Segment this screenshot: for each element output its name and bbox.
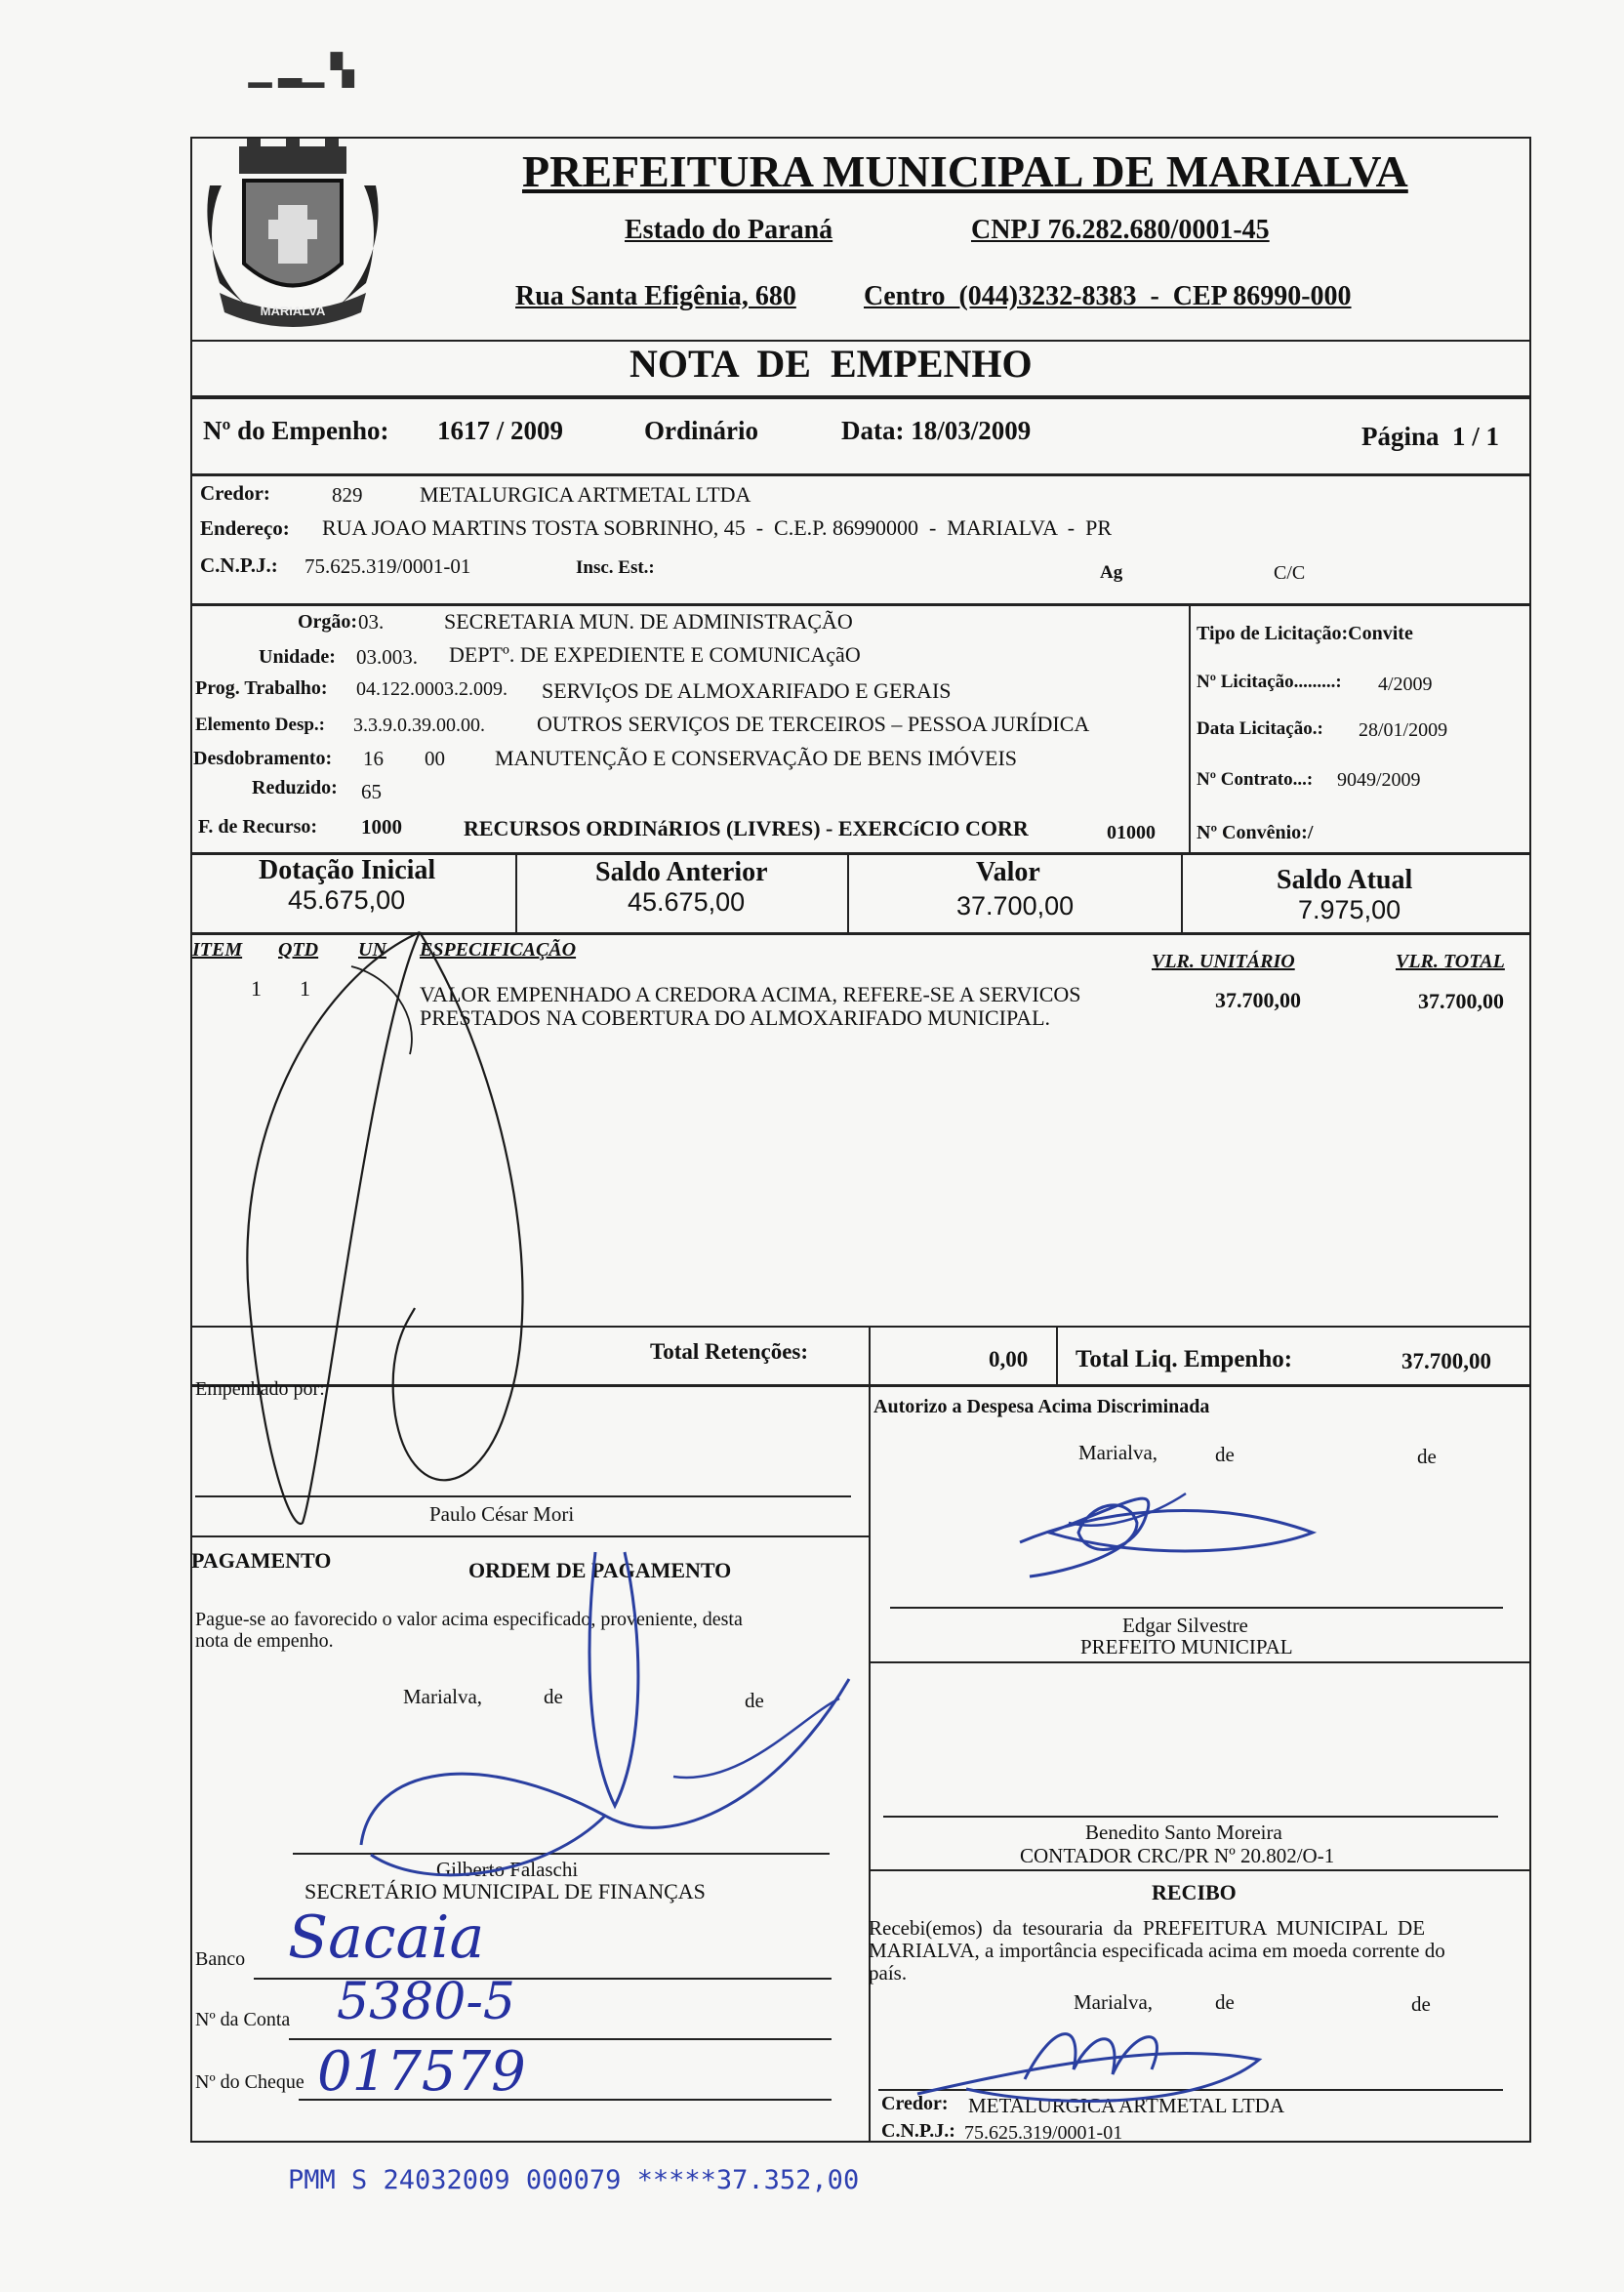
- divider: [190, 932, 1531, 935]
- empenho-number: 1617 / 2009: [437, 416, 564, 445]
- recibo-line2: MARIALVA, a importância especificada acima em moeda corrente do: [869, 1939, 1445, 1962]
- header-title: PREFEITURA MUNICIPAL DE MARIALVA: [522, 146, 1408, 196]
- orgao-name: SECRETARIA MUN. DE ADMINISTRAÇÃO: [444, 609, 853, 634]
- total-liq-value: 37.700,00: [1401, 1349, 1491, 1373]
- prog-code: 04.122.0003.2.009.: [356, 678, 508, 700]
- desdobramento-a: 16: [363, 747, 384, 770]
- fonte-label: F. de Recurso:: [198, 816, 318, 838]
- signature-line: [890, 1607, 1503, 1609]
- licitacao-number-label: Nº Licitação.........:: [1197, 672, 1342, 692]
- unidade-name: DEPTº. DE EXPEDIENTE E COMUNICAçãO: [449, 642, 861, 667]
- prog-label: Prog. Trabalho:: [195, 677, 328, 699]
- divider: [1181, 854, 1183, 932]
- fonte-code: 1000: [361, 815, 402, 839]
- col-vlr-total: VLR. TOTAL: [1396, 951, 1505, 972]
- divider: [869, 1328, 871, 1384]
- convenio: Nº Convênio:/: [1197, 822, 1314, 843]
- total-retencoes-value: 0,00: [989, 1347, 1029, 1371]
- licitacao-number: 4/2009: [1378, 674, 1433, 695]
- reduzido-label: Reduzido:: [252, 777, 338, 798]
- autorizo-de-2: de: [1417, 1445, 1437, 1468]
- contrato-label: Nº Contrato...:: [1197, 769, 1314, 790]
- document-title: NOTA DE EMPENHO: [629, 342, 1033, 386]
- col-qtd: QTD: [278, 939, 319, 961]
- item-unit-value: 37.700,00: [1215, 988, 1301, 1012]
- item-qtd: 1: [300, 976, 310, 1001]
- valor-label: Valor: [976, 857, 1040, 887]
- divider: [190, 1326, 1531, 1328]
- credor-label: Credor:: [200, 481, 270, 505]
- divider: [847, 854, 849, 932]
- desdobramento-label: Desdobramento:: [193, 748, 333, 769]
- col-item: ITEM: [192, 939, 243, 961]
- contrato-number: 9049/2009: [1337, 769, 1421, 791]
- prog-name: SERVIçOS DE ALMOXARIFADO E GERAIS: [542, 678, 952, 703]
- recibo-credor-label: Credor:: [881, 2093, 949, 2114]
- orgao-code: 03.: [358, 610, 385, 634]
- endereco-value: RUA JOAO MARTINS TOSTA SOBRINHO, 45 - C.E.P. 86990000 - MARIALVA - PR: [322, 515, 1113, 540]
- orgao-label: Orgão:: [298, 611, 358, 633]
- saldo-atual-value: 7.975,00: [1298, 895, 1401, 924]
- contador-role: CONTADOR CRC/PR Nº 20.802/O-1: [1020, 1844, 1335, 1867]
- banco-handwritten: Sacaia: [288, 1903, 485, 1972]
- empenhado-label: Empenhado por:: [195, 1378, 325, 1400]
- signature-line: [883, 1816, 1498, 1818]
- autorizo-city: Marialva,: [1078, 1441, 1158, 1464]
- header-contact: Centro (044)3232-8383 - CEP 86990-000: [864, 281, 1352, 311]
- recibo-line3: país.: [869, 1961, 908, 1985]
- prefeito-name: Edgar Silvestre: [1122, 1614, 1248, 1637]
- cnpj-value: 75.625.319/0001-01: [304, 554, 471, 578]
- divider: [190, 395, 1531, 399]
- recibo-city: Marialva,: [1074, 1990, 1154, 2014]
- divider: [1189, 605, 1191, 852]
- col-especificacao: ESPECIFICAÇÃO: [420, 939, 577, 961]
- ordem-de-2: de: [745, 1689, 764, 1712]
- coat-of-arms-logo: [200, 137, 386, 332]
- banco-label: Banco: [195, 1948, 246, 1970]
- divider: [515, 854, 517, 932]
- prefeito-role: PREFEITO MUNICIPAL: [1080, 1635, 1293, 1658]
- header-address: Rua Santa Efigênia, 680: [515, 281, 796, 311]
- divider: [1056, 1328, 1058, 1384]
- desdobramento-b: 00: [425, 747, 445, 770]
- pague-line2: nota de empenho.: [195, 1630, 334, 1652]
- dotacao-value: 45.675,00: [288, 885, 406, 915]
- fonte-name: RECURSOS ORDINáRIOS (LIVRES) - EXERCíCIO CORR: [464, 816, 1029, 840]
- dotacao-label: Dotação Inicial: [259, 855, 436, 885]
- cnpj-label: C.N.P.J.:: [200, 553, 278, 577]
- empenho-date: Data: 18/03/2009: [841, 416, 1032, 445]
- svg-text:MARIALVA: MARIALVA: [260, 304, 326, 318]
- insc-est-label: Insc. Est.:: [576, 557, 655, 578]
- recibo-credor-name: METALURGICA ARTMETAL LTDA: [968, 2094, 1284, 2117]
- endereco-label: Endereço:: [200, 516, 290, 540]
- divider: [869, 1386, 871, 2143]
- reduzido-value: 65: [361, 780, 382, 803]
- item-total-value: 37.700,00: [1418, 989, 1504, 1013]
- recibo-de-1: de: [1215, 1990, 1235, 2014]
- contador-name: Benedito Santo Moreira: [1085, 1821, 1282, 1844]
- header-state: Estado do Paraná: [625, 215, 833, 245]
- ag-label: Ag: [1100, 562, 1123, 583]
- divider: [190, 1384, 1531, 1387]
- credor-name: METALURGICA ARTMETAL LTDA: [420, 482, 751, 507]
- autorizo-de-1: de: [1215, 1443, 1235, 1466]
- ordem-pagamento-label: ORDEM DE PAGAMENTO: [468, 1558, 732, 1582]
- elemento-label: Elemento Desp.:: [195, 715, 325, 735]
- ordem-city: Marialva,: [403, 1685, 483, 1708]
- secretario-name: Gilberto Falaschi: [436, 1858, 579, 1881]
- divider: [869, 1869, 1531, 1871]
- divider: [869, 1661, 1531, 1663]
- secretario-signature: [351, 1523, 859, 1933]
- tipo-licitacao: Tipo de Licitação:Convite: [1197, 623, 1413, 644]
- footer-stamp: PMM S 24032009 000079 *****37.352,00: [288, 2165, 860, 2195]
- page-indicator: Página 1 / 1: [1361, 422, 1500, 451]
- data-licitacao-label: Data Licitação.:: [1197, 718, 1323, 739]
- divider: [190, 603, 1531, 606]
- empenho-type: Ordinário: [644, 416, 759, 445]
- col-un: UN: [358, 939, 386, 961]
- fonte-number: 01000: [1107, 822, 1156, 843]
- elemento-name: OUTROS SERVIÇOS DE TERCEIROS – PESSOA JURÍDICA: [537, 712, 1090, 736]
- col-vlr-unitario: VLR. UNITÁRIO: [1152, 951, 1295, 972]
- saldo-atual-label: Saldo Atual: [1277, 865, 1413, 895]
- recibo-title: RECIBO: [1152, 1880, 1237, 1904]
- total-liq-label: Total Liq. Empenho:: [1076, 1346, 1293, 1372]
- signature-line: [195, 1495, 851, 1497]
- saldo-anterior-value: 45.675,00: [628, 887, 746, 917]
- total-retencoes-label: Total Retenções:: [650, 1339, 809, 1364]
- recibo-de-2: de: [1411, 1992, 1431, 2016]
- conta-label: Nº da Conta: [195, 2009, 291, 2030]
- saldo-anterior-label: Saldo Anterior: [595, 857, 768, 887]
- pague-line1: Pague-se ao favorecido o valor acima especificado, proveniente, desta: [195, 1609, 743, 1630]
- scan-mark: ▁ ▂▁ ▚: [249, 55, 354, 87]
- secretario-role: SECRETÁRIO MUNICIPAL DE FINANÇAS: [304, 1879, 706, 1903]
- cheque-label: Nº do Cheque: [195, 2071, 304, 2093]
- divider: [190, 473, 1531, 476]
- valor-value: 37.700,00: [956, 891, 1075, 921]
- item-description-line1: VALOR EMPENHADO A CREDORA ACIMA, REFERE-SE A SERVICOS: [420, 982, 1081, 1006]
- desdobramento-name: MANUTENÇÃO E CONSERVAÇÃO DE BENS IMÓVEIS: [495, 746, 1018, 770]
- elemento-code: 3.3.9.0.39.00.00.: [353, 715, 485, 736]
- conta-handwritten: 5380-5: [337, 1973, 515, 2031]
- credor-signature: [908, 2001, 1279, 2108]
- cc-label: C/C: [1274, 562, 1306, 584]
- item-description-line2: PRESTADOS NA COBERTURA DO ALMOXARIFADO MUNICIPAL.: [420, 1005, 1051, 1030]
- prefeito-signature: [1010, 1474, 1322, 1591]
- unidade-code: 03.003.: [356, 645, 418, 669]
- header-cnpj: CNPJ 76.282.680/0001-45: [971, 215, 1270, 245]
- item-number: 1: [251, 976, 262, 1001]
- autorizo-label: Autorizo a Despesa Acima Discriminada: [873, 1396, 1210, 1417]
- credor-code: 829: [332, 483, 363, 507]
- unidade-label: Unidade:: [259, 646, 336, 668]
- empenho-number-label: Nº do Empenho:: [203, 416, 389, 445]
- recibo-cnpj-label: C.N.P.J.:: [881, 2120, 955, 2142]
- pagamento-label: PAGAMENTO: [191, 1548, 332, 1573]
- data-licitacao: 28/01/2009: [1359, 719, 1448, 741]
- recibo-cnpj-value: 75.625.319/0001-01: [964, 2122, 1123, 2144]
- empenhado-name: Paulo César Mori: [429, 1502, 575, 1526]
- recibo-line1: Recebi(emos) da tesouraria da PREFEITURA MUNICIPAL DE: [869, 1916, 1426, 1940]
- cheque-handwritten: 017579: [317, 2040, 526, 2104]
- ordem-de-1: de: [544, 1685, 563, 1708]
